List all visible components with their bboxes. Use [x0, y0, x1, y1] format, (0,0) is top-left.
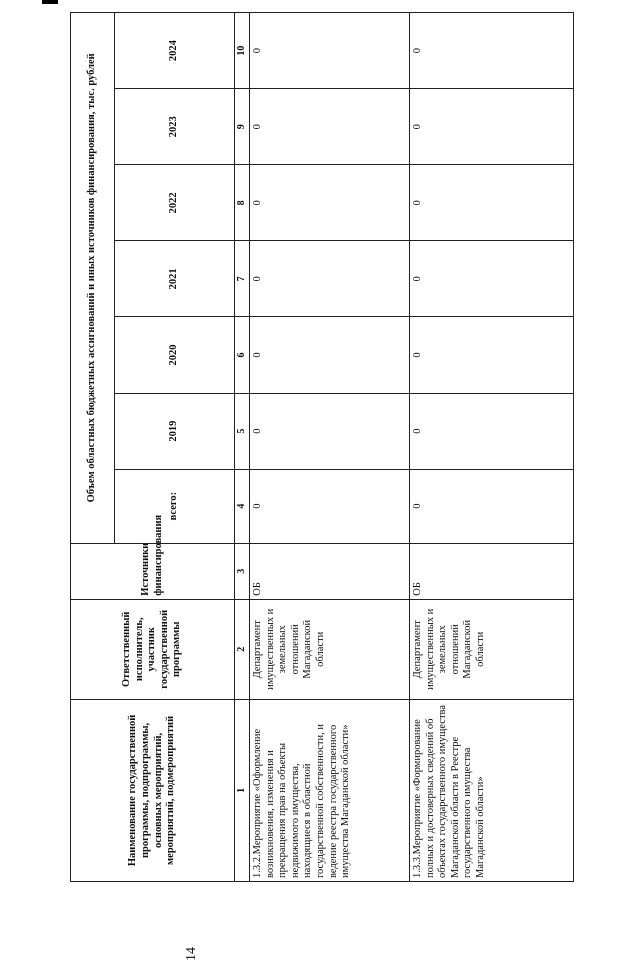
- row-executor: Департамент имущественных и земельных отношений Магаданской области: [410, 599, 574, 699]
- row-value-2023: 0: [410, 89, 574, 165]
- table-row: [410, 13, 574, 882]
- row-value-2022: 0: [250, 165, 410, 241]
- header-year-2020: 2020: [115, 317, 235, 393]
- row-total: 0: [250, 469, 410, 543]
- row-value-2024: 0: [250, 13, 410, 89]
- row-value-2019: 0: [410, 393, 574, 469]
- financing-table: [70, 12, 574, 882]
- col-number: 2: [235, 599, 250, 699]
- header-year-2023: 2023: [115, 89, 235, 165]
- header-source: Источники финансирования: [71, 543, 235, 599]
- header-executor: Ответственный исполнитель, участник государственной программы: [71, 599, 235, 699]
- col-number: 10: [235, 13, 250, 89]
- header-funding-group: Объем областных бюджетных ассигнований и иных источников финансирования, тыс. рублей: [71, 13, 115, 544]
- header-year-2021: 2021: [115, 241, 235, 317]
- rotated-table-container: [70, 12, 570, 882]
- header-total: всего:: [115, 469, 235, 543]
- row-name: 1.3.2.Мероприятие «Оформление возникновения, изменения и прекращения прав на объекты недвижимого имущества, находящиеся в областной государственной собственности, и ведение реестра государственного имущества Магаданской области»: [250, 699, 410, 881]
- col-number: 9: [235, 89, 250, 165]
- col-number: 7: [235, 241, 250, 317]
- row-value-2024: 0: [410, 13, 574, 89]
- header-year-2022: 2022: [115, 165, 235, 241]
- column-number-row: [235, 13, 250, 882]
- row-name: 1.3.3.Мероприятие «Формирование полных и достоверных сведений об объектах государственного имущества Магаданской области в Реестре государственного имущества Магаданской области»: [410, 699, 574, 881]
- col-number: 3: [235, 543, 250, 599]
- row-value-2022: 0: [410, 165, 574, 241]
- header-year-2019: 2019: [115, 393, 235, 469]
- col-number: 6: [235, 317, 250, 393]
- row-value-2020: 0: [250, 317, 410, 393]
- row-value-2020: 0: [410, 317, 574, 393]
- row-value-2021: 0: [410, 241, 574, 317]
- col-number: 8: [235, 165, 250, 241]
- col-number: 1: [235, 699, 250, 881]
- row-executor: Департамент имущественных и земельных отношений Магаданской области: [250, 599, 410, 699]
- table-row: [250, 13, 410, 882]
- col-number: 5: [235, 393, 250, 469]
- header-name: Наименование государственной программы, подпрограммы, основных мероприятий, мероприятий, подмероприятий: [71, 699, 235, 881]
- row-source: ОБ: [410, 543, 574, 599]
- header-year-2024: 2024: [115, 13, 235, 89]
- scan-mark: [42, 0, 58, 4]
- page-number: 14: [184, 947, 199, 961]
- row-value-2019: 0: [250, 393, 410, 469]
- row-source: ОБ: [250, 543, 410, 599]
- row-value-2021: 0: [250, 241, 410, 317]
- row-value-2023: 0: [250, 89, 410, 165]
- row-total: 0: [410, 469, 574, 543]
- col-number: 4: [235, 469, 250, 543]
